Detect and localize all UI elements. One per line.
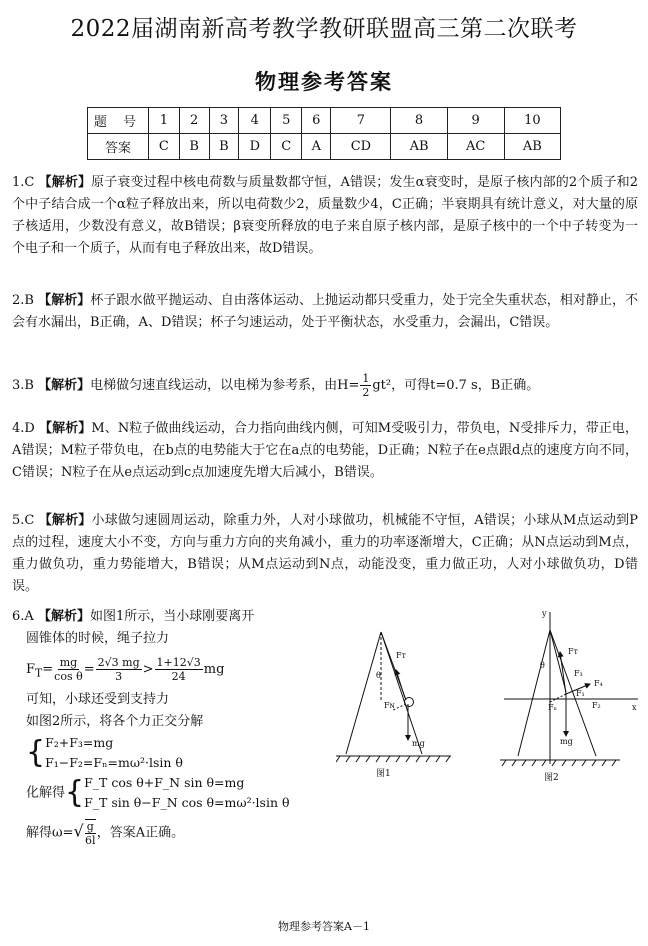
analysis-tag: 【解析】 <box>38 293 91 308</box>
table-cell: B <box>209 134 239 160</box>
page-subtitle: 物理参考答案 <box>255 69 393 94</box>
label-theta: θ <box>540 661 545 670</box>
table-cell: 4 <box>239 108 271 134</box>
normal-force-arrow <box>393 704 406 710</box>
solution-text: 圆锥体的时候，绳子拉力 <box>26 631 170 646</box>
equation-system-2: 化解得{ F_T cos θ+F_N sin θ=mg F_T sin θ−F_N cos θ=mω²·lsin θ <box>26 774 290 810</box>
table-cell: 6 <box>302 108 331 134</box>
rope <box>550 630 566 692</box>
solution-5 <box>12 510 638 598</box>
solution-number: 5.C <box>12 513 35 528</box>
table-cell: 10 <box>504 108 560 134</box>
solution-6 <box>12 606 332 847</box>
solution-2 <box>12 290 638 334</box>
table-cell: C <box>149 134 180 160</box>
solution-text: 小球做匀速圆周运动，除重力外，人对小球做功，机械能不守恒，A错误；小球从M点运动到P点的过程，速度大小不变，方向与重力方向的夹角减小，重力的功率逐渐增大，C正确；从N点运动到M点，重力做负功，重力势能增大，B错误；从M点运动到N点，动能没变，重力做正功，人对小球做负功，D错误。 <box>12 513 638 594</box>
tension-arrow <box>396 670 405 698</box>
label-y: y <box>542 609 547 618</box>
label-fn: Fₙ <box>548 703 558 712</box>
cone-left-edge <box>518 630 550 756</box>
table-cell: 7 <box>331 108 391 134</box>
table-cell: AB <box>504 134 560 160</box>
table-cell: A <box>302 134 331 160</box>
page-title: 2022届湖南新高考教学教研联盟高三第二次联考 <box>70 16 578 42</box>
analysis-tag: 【解析】 <box>39 421 92 436</box>
table-cell: D <box>239 134 271 160</box>
table-cell: C <box>271 134 302 160</box>
label-fn: Fɴ <box>384 701 395 710</box>
equation-system-1: { F₂+F₃=mg F₁−F₂=Fₙ=mω²·lsin θ <box>26 734 183 770</box>
solution-number: 6.A <box>12 609 34 624</box>
figure-1-caption: 图1 <box>376 769 391 779</box>
normal-force-arrow <box>550 694 566 702</box>
label-f3: F₃ <box>574 669 583 678</box>
label-mg: mg <box>560 737 573 746</box>
analysis-tag: 【解析】 <box>38 513 92 528</box>
table-cell: CD <box>331 134 391 160</box>
figure-2-caption: 图2 <box>544 773 559 783</box>
solution-number: 1.C <box>12 175 35 190</box>
solution-text: 如图2所示，将各个力正交分解 <box>26 713 204 729</box>
table-cell: AB <box>391 134 447 160</box>
label-ft: Fᴛ <box>396 651 406 660</box>
solution-text: 如图1所示，当小球刚要离开 <box>89 609 255 624</box>
label-f1: F₁ <box>576 689 585 698</box>
page-footer: 物理参考答案A－1 <box>278 920 370 933</box>
solution-number: 4.D <box>12 421 35 436</box>
answer-table-number-row <box>88 108 561 134</box>
ball <box>405 698 414 707</box>
label-ft: Fᴛ <box>568 647 578 656</box>
ground-hatching <box>502 760 616 766</box>
label-theta: θ <box>376 671 381 680</box>
cone-left-edge <box>346 632 381 754</box>
table-cell: 2 <box>179 108 209 134</box>
table-cell: 3 <box>209 108 239 134</box>
solution-text: 电梯做匀速直线运动，以电梯为参考系，由H= <box>90 378 360 393</box>
table-cell: 8 <box>391 108 447 134</box>
solution-text: 可知，小球还受到支持力 <box>26 691 170 707</box>
table-cell: B <box>179 134 209 160</box>
figure-1 <box>336 622 466 782</box>
omega-result: 解得ω=√ $\frac{g}{6l}$ ，答案A正确。 <box>26 819 185 847</box>
solution-number: 3.B <box>12 378 34 393</box>
table-cell: 5 <box>271 108 302 134</box>
table-cell: 9 <box>447 108 504 134</box>
table-cell: AC <box>447 134 504 160</box>
solution-number: 2.B <box>12 293 34 308</box>
row-label-answer: 答案 <box>88 134 149 160</box>
solution-text: 杯子跟水做平抛运动、自由落体运动、上抛运动都只受重力，处于完全失重状态，相对静止，不会有水漏出，B正确，A、D错误；杯子匀速运动，处于平衡状态，水受重力，会漏出，C错误。 <box>12 293 638 330</box>
figure-2 <box>500 604 648 784</box>
solution-text: 原子衰变过程中核电荷数与质量数都守恒，A错误；发生α衰变时，是原子核内部的2个质子和2个中子结合成一个α粒子释放出来，所以电荷数少2，质量数少4，C正确；半衰期具有统计意义，对大量的原子核适用，少数没有意义，故B错误；β衰变所释放的电子来自原子核内部，是原子核中的一个中子转变为一个电子和一个质子，从而有电子释放出来，故D错误。 <box>12 175 638 256</box>
label-f2: F₂ <box>592 701 601 710</box>
ground-hatching <box>336 756 450 762</box>
label-x: x <box>632 703 637 712</box>
table-cell: 1 <box>149 108 180 134</box>
fraction: $\frac{1}{2}$ <box>362 372 370 399</box>
label-mg: mg <box>412 739 425 748</box>
analysis-tag: 【解析】 <box>37 609 90 624</box>
row-label-number: 题 号 <box>88 108 149 134</box>
analysis-tag: 【解析】 <box>38 175 92 190</box>
tension-equation: $F_T=$ $\frac{mg}{\text{cos θ}}$ = $\frac{2√3 mg}{3}$ > $\frac{1+12√3}{24}$ mg <box>26 656 225 683</box>
answer-table-answer-row <box>88 134 561 160</box>
solution-1 <box>12 172 638 260</box>
label-f4: F₄ <box>594 679 603 688</box>
solution-text: M、N粒子做曲线运动，合力指向曲线内侧，可知M受吸引力，带负电，N受排斥力，带正电，A错误；M粒子带负电，在b点的电势能大于它在a点的电势能，D正确；N粒子在e点跟d点的速度方向不同，C错误；N粒子在从e点运动到c点加速度先增大后减小，B错误。 <box>12 421 638 480</box>
analysis-tag: 【解析】 <box>38 378 91 393</box>
answer-table <box>87 107 561 160</box>
solution-3 <box>12 372 638 399</box>
solution-text: gt²，可得t=0.7 s，B正确。 <box>372 378 540 393</box>
solution-4 <box>12 418 638 484</box>
